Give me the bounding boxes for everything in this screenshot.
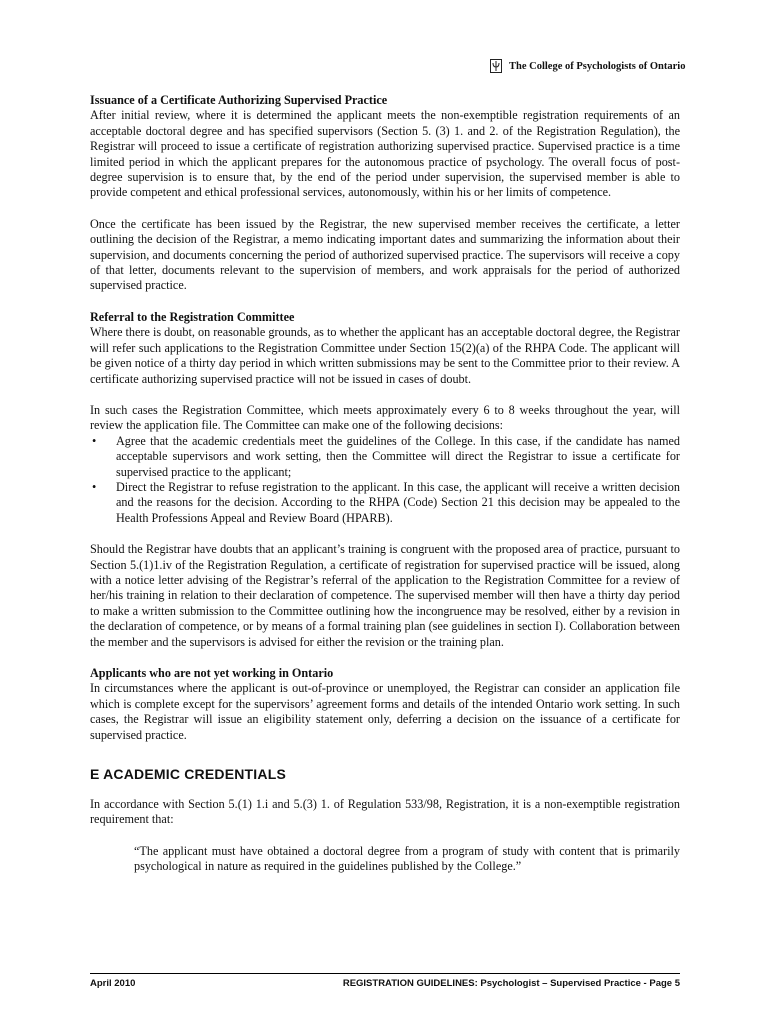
academic-quote: “The applicant must have obtained a doctoral degree from a program of study with content that is primarily psychological in nature as required in the guidelines published by the College.” xyxy=(134,843,680,874)
org-name: The College of Psychologists of Ontario xyxy=(509,60,686,72)
footer-page-label: REGISTRATION GUIDELINES: Psychologist – Supervised Practice - Page 5 xyxy=(342,978,680,989)
decision-list xyxy=(90,434,680,526)
referral-paragraph-2: In such cases the Registration Committee, which meets approximately every 6 to 8 weeks throughout the year, will review the application file. The Committee can make one of the following decisions: xyxy=(90,402,680,433)
referral-paragraph-1: Where there is doubt, on reasonable grounds, as to whether the applicant has an acceptable doctoral degree, the Registrar will refer such applications to the Registration Committee under Section 15(2)(a) of the RHPA Code. The applicant will be given notice of a thirty day period in which written submissions may be sent to the Committee prior to their review. A certificate authorizing supervised practice will not be issued in cases of doubt. xyxy=(90,325,680,386)
list-item: • Agree that the academic credentials meet the guidelines of the College. In this case, if the candidate has named acceptable supervisors and work setting, then the Committee will direct the Registrar to issue a certificate for supervised practice to the applicant; xyxy=(90,434,680,480)
document-body xyxy=(90,93,680,875)
page-header xyxy=(490,59,685,73)
issuance-paragraph-2: Once the certificate has been issued by the Registrar, the new supervised member receives the certificate, a letter outlining the decision of the Registrar, a memo indicating important dates and summarizing the information about their supervision, and documents concerning the period of authorized supervised practice. The supervisors will receive a copy of that letter, documents relevant to the supervision of members, and work appraisals for the period of authorized supervised practice. xyxy=(90,216,680,293)
not-working-heading: Applicants who are not yet working in Ontario xyxy=(90,666,334,680)
issuance-paragraph-1: After initial review, where it is determined the applicant meets the non-exemptible registration requirements of an acceptable doctoral degree and has specified supervisors (Section 5. (3) 1. and 2. of the Registration Regulation), the Registrar will proceed to issue a certificate of registration authorizing supervised practice. Supervised practice is a time limited period in which the applicant prepares for the autonomous practice of psychology. The overall focus of post-degree supervision is to ensure that, by the end of the period under supervision, the supervised member is able to provide competent and ethical professional services, autonomously, within his or her limits of competence. xyxy=(90,108,680,200)
not-working-paragraph: In circumstances where the applicant is out-of-province or unemployed, the Registrar can consider an application file which is complete except for the supervisors’ agreement forms and details of the intended Ontario work setting. In such cases, the Registrar will issue an eligibility statement only, deferring a decision on the issuance of a certificate for supervised practice. xyxy=(90,681,680,742)
issuance-heading: Issuance of a Certificate Authorizing Supervised Practice xyxy=(90,93,388,107)
referral-paragraph-3: Should the Registrar have doubts that an applicant’s training is congruent with the proposed area of practice, pursuant to Section 5.(1)1.iv of the Registration Regulation, a certificate of registration for supervised practice will be issued, along with a notice letter advising of the Registrar’s referral of the application to the Registration Committee for a review of her/his training in relation to their declaration of competence. The supervised member will then have a thirty day period to make a written submission to the Committee outlining how the incongruence may be resolved, either by a revision in the declaration of competence, or by means of a formal training plan (see guidelines in section I). Collaboration between the member and the supervisors is advised for either the revision or the training plan. xyxy=(90,542,680,649)
list-item: • Direct the Registrar to refuse registration to the applicant. In this case, the applicant will receive a written decision and the reasons for the decision. According to the RHPA (Code) Section 21 this decision may be appealed to the Health Professions Appeal and Review Board (HPARB). xyxy=(90,480,680,526)
section-title-academic: E ACADEMIC CREDENTIALS xyxy=(90,766,286,783)
footer-date: April 2010 xyxy=(90,978,136,989)
college-logo-icon xyxy=(490,59,502,73)
page-footer xyxy=(90,973,680,989)
referral-heading: Referral to the Registration Committee xyxy=(90,309,295,324)
academic-paragraph: In accordance with Section 5.(1) 1.i and 5.(3) 1. of Regulation 533/98, Registration, it is a non-exemptible registration requirement that: xyxy=(90,797,680,827)
